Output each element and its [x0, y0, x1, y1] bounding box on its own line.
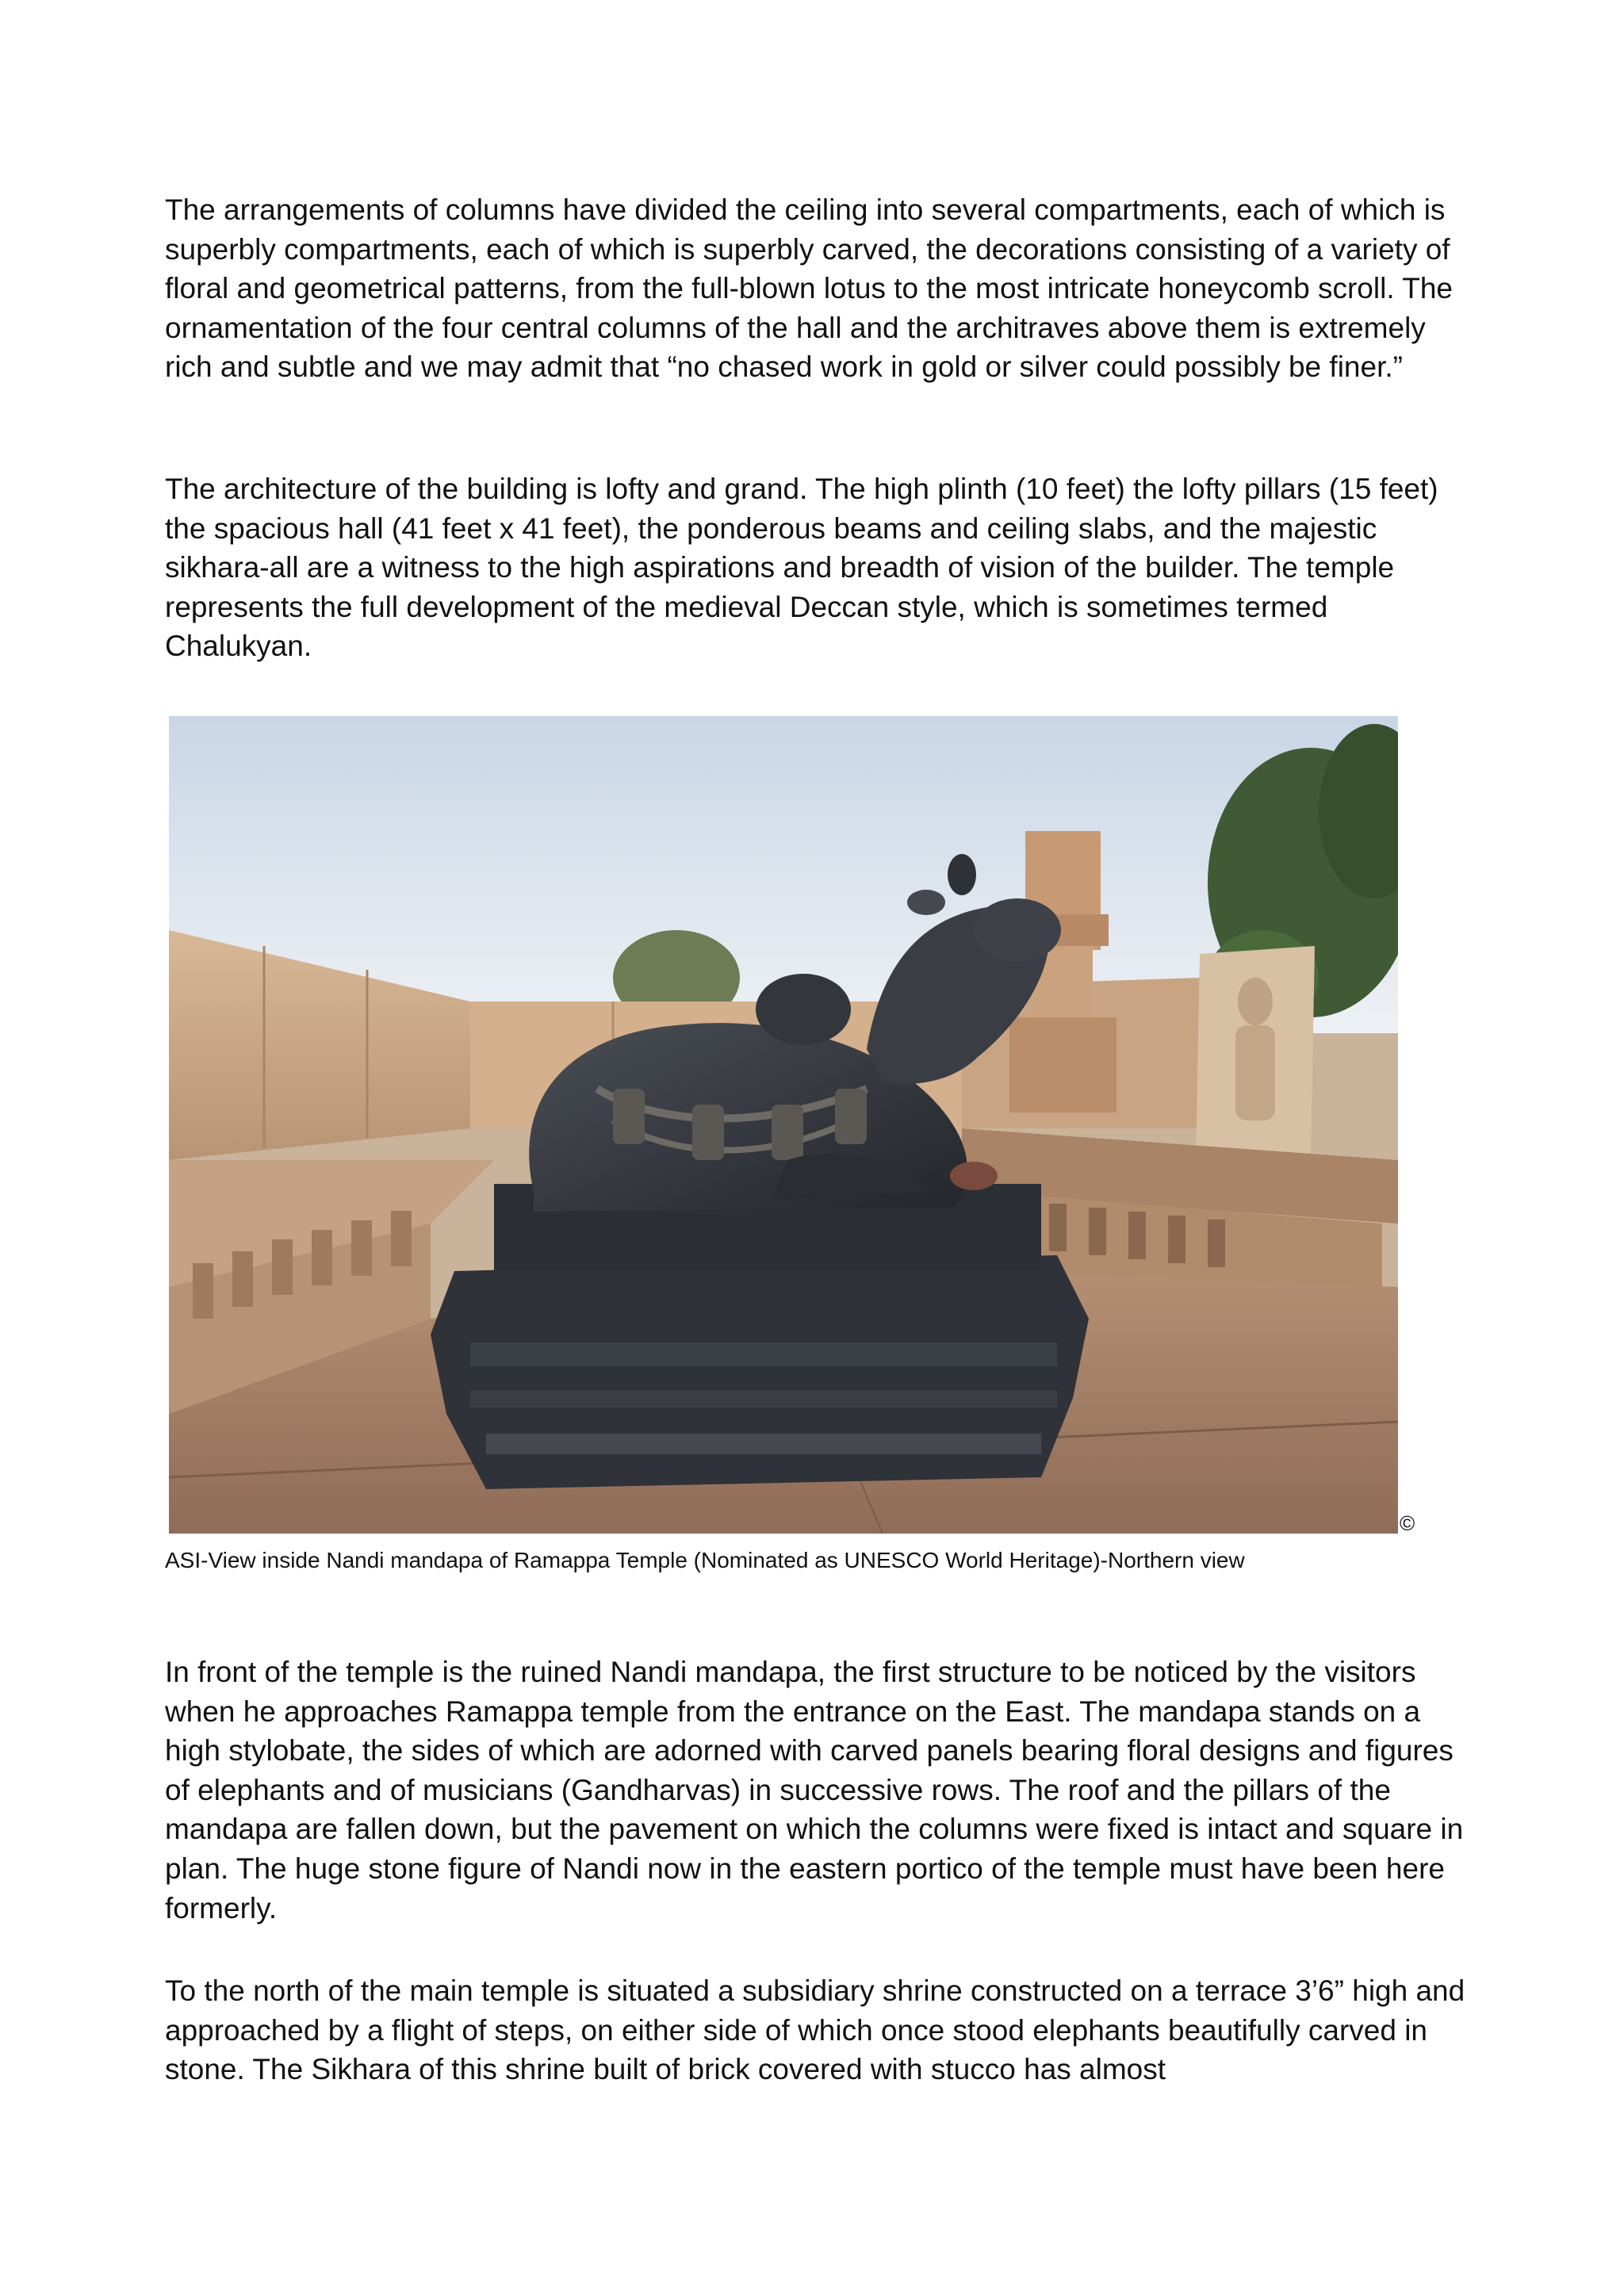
- nandi-mandapa-photo: [169, 716, 1398, 1534]
- paragraph-ceiling-compartments: The arrangements of columns have divided the ceiling into several compartments, each of which is superbly compartments, each of which is superbly carved, the decorations consisting of a variety of floral and geometrical patterns, from the full-blown lotus to the most intricate honeycomb scroll. The ornamentation of the four central columns of the hall and the architraves above them is extremely rich and subtle and we may admit that “no chased work in gold or silver could possibly be finer.”: [165, 193, 1453, 384]
- paragraph-nandi-mandapa: In front of the temple is the ruined Nandi mandapa, the first structure to be noticed by the visitors when he approaches Ramappa temple from the entrance on the East. The mandapa stands on a high stylobate, the sides of which are adorned with carved panels bearing floral designs and figures of elephants and of musicians (Gandharvas) in successive rows. The roof and the pillars of the mandapa are fallen down, but the pavement on which the columns were fixed is intact and square in plan. The huge stone figure of Nandi now in the eastern portico of the temple must have been here formerly.: [165, 1656, 1464, 1924]
- paragraph-subsidiary-shrine: To the north of the main temple is situated a subsidiary shrine constructed on a terrace 3’6” high and approached by a flight of steps, on either side of which once stood elephants beautifully carved in stone. The Sikhara of this shrine built of brick covered with stucco has almost: [165, 1974, 1465, 2086]
- copyright-symbol: ©: [1400, 1511, 1415, 1535]
- paragraph-architecture: The architecture of the building is lofty and grand. The high plinth (10 feet) the lofty pillars (15 feet) the spacious hall (41 feet x 41 feet), the ponderous beams and ceiling slabs, and the majestic sikhara-all are a witness to the high aspirations and breadth of vision of the builder. The temple represents the full development of the medieval Deccan style, which is sometimes termed Chalukyan.: [165, 473, 1438, 663]
- photo-caption: ASI-View inside Nandi mandapa of Ramappa Temple (Nominated as UNESCO World Heritage)-Northern view: [165, 1548, 1245, 1572]
